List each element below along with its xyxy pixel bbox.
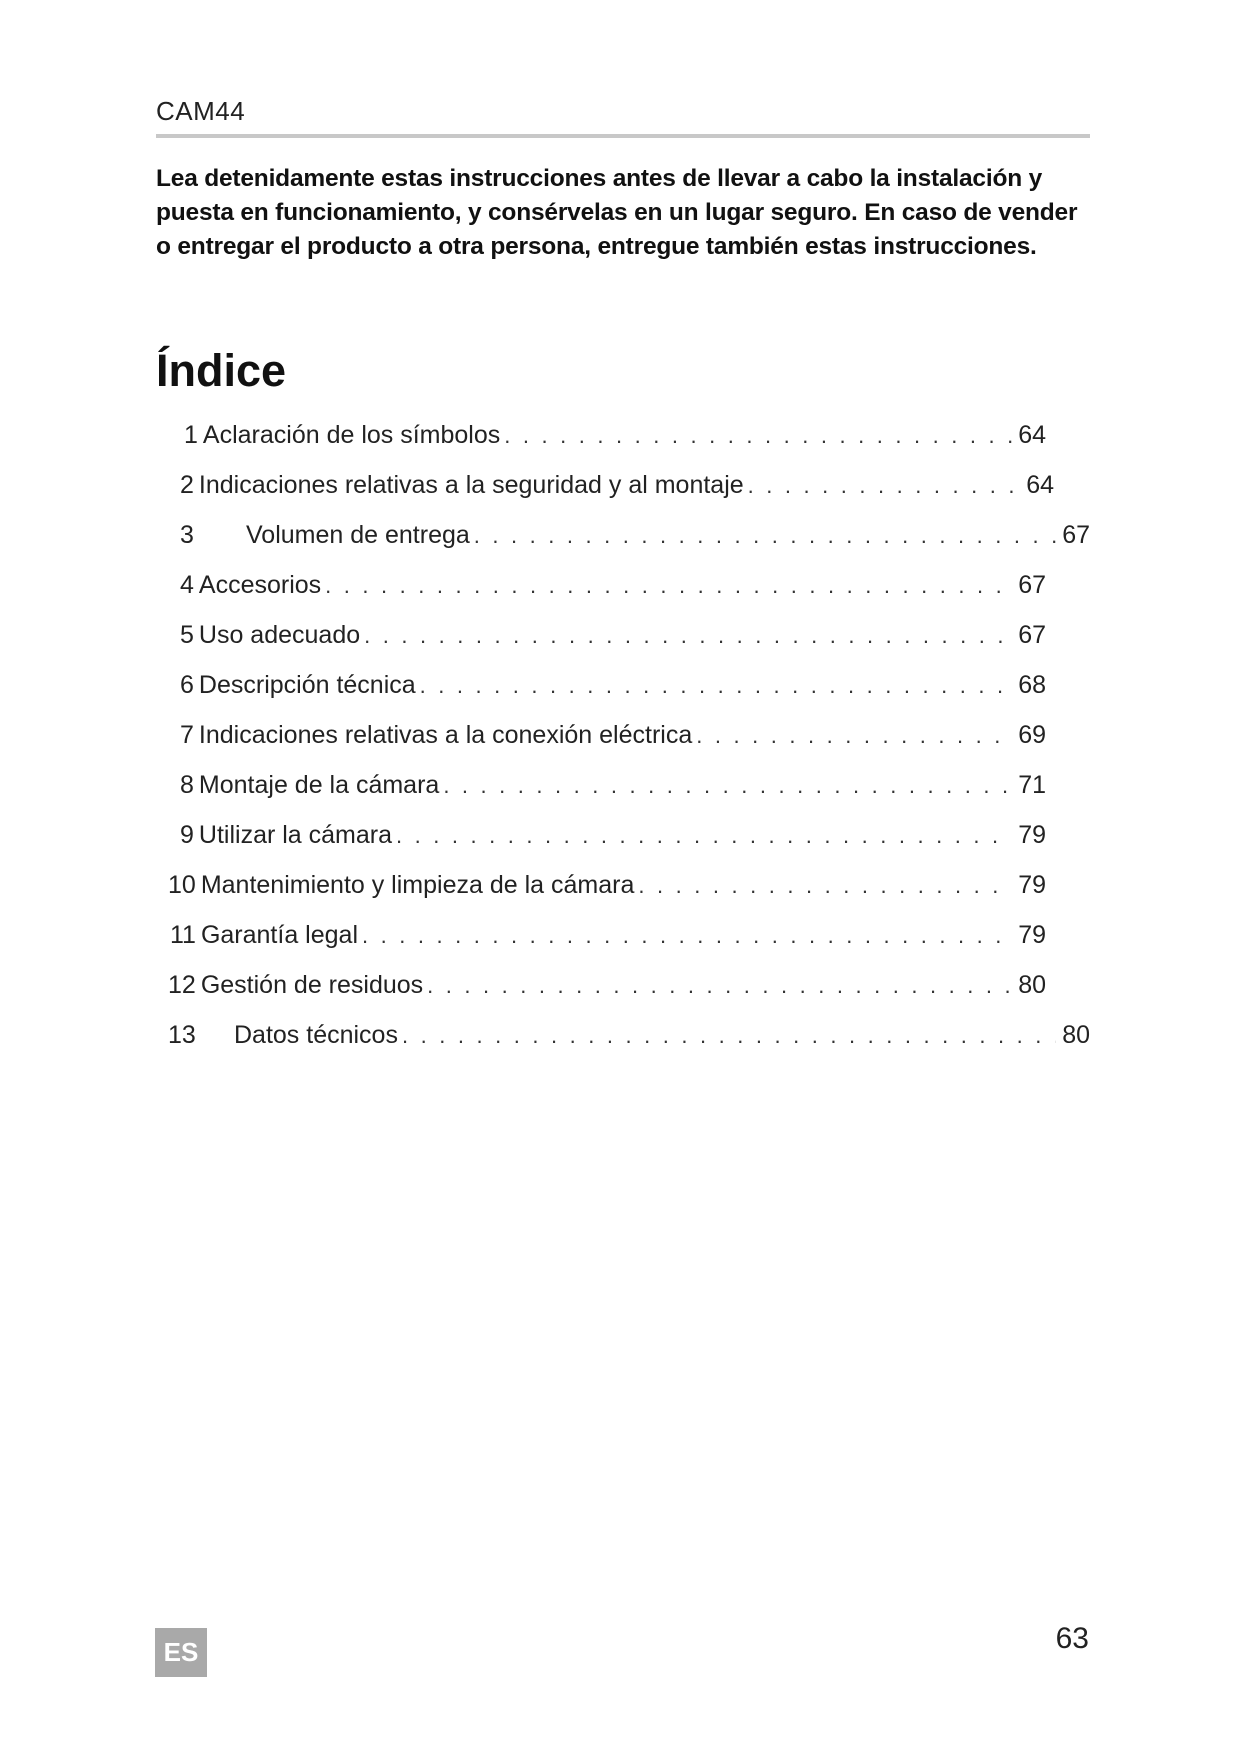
dot-leader xyxy=(364,619,1012,653)
toc-entry-2[interactable] xyxy=(180,468,1054,502)
page-header xyxy=(156,98,1090,138)
toc-entry-page: 80 xyxy=(1018,971,1046,999)
dot-leader xyxy=(427,969,1012,1003)
toc-entry-13[interactable] xyxy=(168,1018,1090,1052)
dot-leader xyxy=(474,519,1056,553)
toc-entry-number: 9 xyxy=(180,821,194,849)
toc-entry-number: 5 xyxy=(180,621,194,649)
toc-entry-9[interactable] xyxy=(180,818,1046,852)
toc-entry-10[interactable] xyxy=(168,868,1046,902)
toc-entry-title: Mantenimiento y limpieza de la cámara xyxy=(200,871,635,899)
toc-entry-page: 68 xyxy=(1018,671,1046,699)
dot-leader xyxy=(325,569,1012,603)
toc-entry-number: 6 xyxy=(180,671,194,699)
toc-entry-page: 79 xyxy=(1018,821,1046,849)
toc-entry-page: 71 xyxy=(1018,771,1046,799)
toc-entry-3[interactable] xyxy=(180,518,1090,552)
toc-entry-title: Gestión de residuos xyxy=(200,971,424,999)
toc-entry-title: Montaje de la cámara xyxy=(198,771,440,799)
toc-entry-number: 3 xyxy=(180,521,194,549)
dot-leader xyxy=(402,1019,1056,1053)
toc-entry-title: Aclaración de los símbolos xyxy=(202,421,501,449)
toc-entry-6[interactable] xyxy=(180,668,1046,702)
toc-entry-title: Indicaciones relativas a la seguridad y al montaje xyxy=(198,471,744,499)
dot-leader xyxy=(443,769,1012,803)
toc-entry-number: 7 xyxy=(180,721,194,749)
toc-entry-11[interactable] xyxy=(170,918,1046,952)
toc-entry-8[interactable] xyxy=(180,768,1046,802)
toc-entry-title: Accesorios xyxy=(198,571,322,599)
toc-entry-page: 67 xyxy=(1062,521,1090,549)
intro-notice: Lea detenidamente estas instrucciones antes de llevar a cabo la instalación y puesta en funcionamiento, y consérvelas en un lugar seguro. En caso de vender o entregar el producto a otra persona, entregue también estas instrucciones. xyxy=(156,165,1078,260)
toc-entry-number: 13 xyxy=(168,1021,196,1049)
toc-entry-5[interactable] xyxy=(180,618,1046,652)
toc-entry-title: Garantía legal xyxy=(200,921,358,949)
toc-entry-number: 11 xyxy=(170,921,196,949)
dot-leader xyxy=(396,819,1012,853)
dot-leader xyxy=(362,919,1012,953)
toc-entry-number: 2 xyxy=(180,471,194,499)
dot-leader xyxy=(696,719,1012,753)
toc-entry-12[interactable] xyxy=(168,968,1046,1002)
toc-entry-page: 67 xyxy=(1018,571,1046,599)
language-badge: ES xyxy=(155,1628,207,1677)
toc-entry-title: Uso adecuado xyxy=(198,621,361,649)
toc-entry-1[interactable] xyxy=(184,418,1046,452)
toc-entry-title: Volumen de entrega xyxy=(246,521,470,549)
dot-leader xyxy=(420,669,1013,703)
toc-entry-page: 69 xyxy=(1018,721,1046,749)
toc-entry-number: 12 xyxy=(168,971,196,999)
toc-entry-page: 64 xyxy=(1026,471,1054,499)
toc-entry-number: 4 xyxy=(180,571,194,599)
model-name: CAM44 xyxy=(156,96,246,126)
toc-entry-title: Descripción técnica xyxy=(198,671,416,699)
header-rule xyxy=(156,134,1090,138)
toc-heading: Índice xyxy=(156,345,287,396)
toc-entry-page: 67 xyxy=(1018,621,1046,649)
toc-entry-4[interactable] xyxy=(180,568,1046,602)
toc-entry-number: 10 xyxy=(168,871,196,899)
dot-leader xyxy=(638,869,1012,903)
dot-leader xyxy=(748,469,1021,503)
toc-entry-page: 64 xyxy=(1018,421,1046,449)
toc-entry-number: 8 xyxy=(180,771,194,799)
toc-entry-7[interactable] xyxy=(180,718,1046,752)
toc-entry-number: 1 xyxy=(184,421,198,449)
dot-leader xyxy=(504,419,1012,453)
toc-entry-page: 79 xyxy=(1018,921,1046,949)
toc-entry-title: Indicaciones relativas a la conexión eléctrica xyxy=(198,721,693,749)
toc-entry-page: 80 xyxy=(1062,1021,1090,1049)
toc-entry-title: Utilizar la cámara xyxy=(198,821,393,849)
toc-entry-title: Datos técnicos xyxy=(234,1021,398,1049)
toc-entry-page: 79 xyxy=(1018,871,1046,899)
page-number: 63 xyxy=(1055,1622,1089,1655)
